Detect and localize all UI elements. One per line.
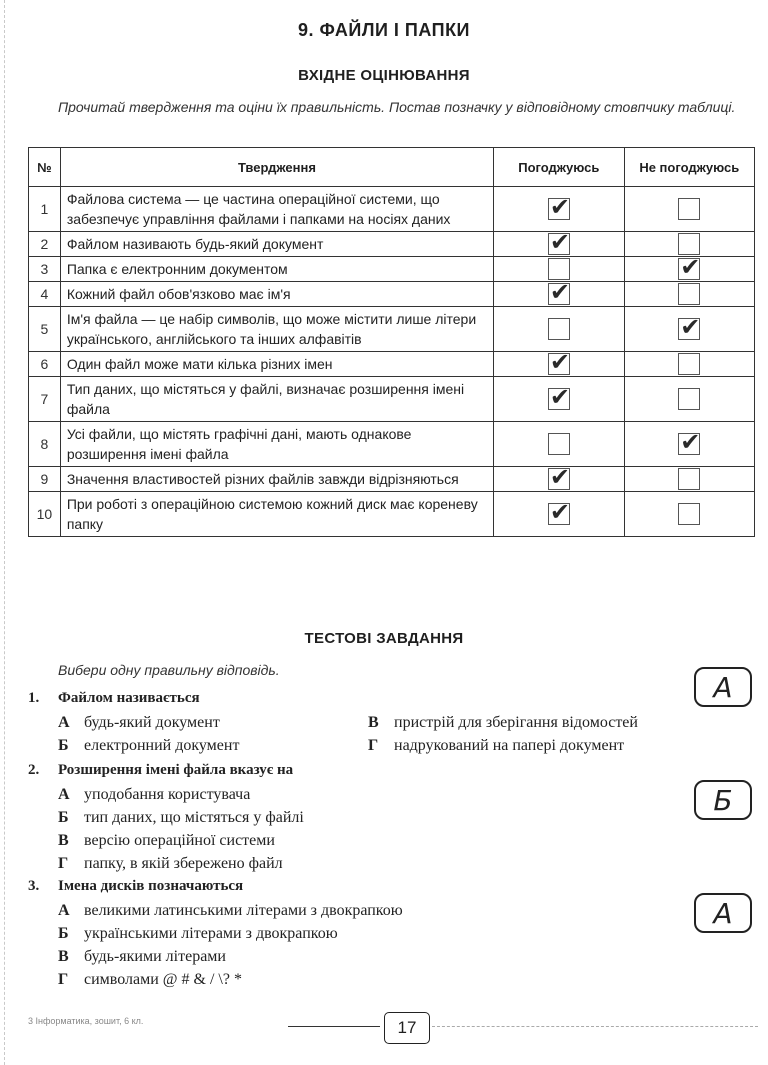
disagree-checkbox[interactable]: [678, 468, 700, 490]
row-number: 2: [29, 232, 61, 257]
agree-cell: [494, 492, 624, 537]
disagree-cell: [624, 307, 754, 352]
option-v[interactable]: В версію операційної системи: [58, 832, 275, 849]
column-header-disagree: Не погоджуюсь: [624, 148, 754, 187]
assessment-table: [28, 147, 755, 537]
agree-cell: [494, 377, 624, 422]
disagree-checkbox[interactable]: [678, 198, 700, 220]
question-text: Файлом називається: [58, 690, 200, 706]
table-row: [29, 352, 755, 377]
disagree-cell: [624, 282, 754, 307]
agree-checkbox[interactable]: [548, 388, 570, 410]
assessment-heading: ВХІДНЕ ОЦІНЮВАННЯ: [298, 67, 470, 84]
row-number: 4: [29, 282, 61, 307]
table-row: [29, 257, 755, 282]
table-header-row: [29, 148, 755, 187]
agree-checkbox[interactable]: [548, 468, 570, 490]
column-header-number: №: [29, 148, 61, 187]
agree-checkbox[interactable]: [548, 353, 570, 375]
footer-note: 3 Інформатика, зошит, 6 кл.: [28, 1016, 144, 1026]
page-edge-line: [4, 0, 5, 1065]
option-v[interactable]: В пристрій для зберігання відомостей: [368, 714, 638, 731]
option-g[interactable]: Г символами @ # & / \? *: [58, 971, 242, 988]
table-row: [29, 307, 755, 352]
statement-text: Файлом називають будь-який документ: [60, 232, 493, 257]
agree-cell: [494, 352, 624, 377]
disagree-cell: [624, 422, 754, 467]
option-b[interactable]: Б тип даних, що містяться у файлі: [58, 809, 304, 826]
agree-cell: [494, 307, 624, 352]
agree-checkbox[interactable]: [548, 318, 570, 340]
agree-checkbox[interactable]: [548, 198, 570, 220]
table-row: [29, 282, 755, 307]
answer-box-3[interactable]: А: [694, 893, 752, 933]
row-number: 1: [29, 187, 61, 232]
assessment-table-body: [29, 187, 755, 537]
disagree-checkbox[interactable]: [678, 283, 700, 305]
row-number: 10: [29, 492, 61, 537]
row-number: 6: [29, 352, 61, 377]
footer-divider-left: [288, 1026, 380, 1027]
agree-checkbox[interactable]: [548, 433, 570, 455]
agree-checkbox[interactable]: [548, 283, 570, 305]
row-number: 9: [29, 467, 61, 492]
table-row: [29, 232, 755, 257]
question-number: 2.: [28, 762, 40, 778]
agree-checkbox[interactable]: [548, 233, 570, 255]
table-row: [29, 187, 755, 232]
footer-divider-right: [432, 1026, 758, 1027]
page-number: 17: [384, 1012, 430, 1044]
statement-text: Файлова система — це частина операційної системи, що забезпечує управління файлами і папками на носіях даних: [60, 187, 493, 232]
disagree-checkbox[interactable]: [678, 353, 700, 375]
disagree-cell: [624, 257, 754, 282]
row-number: 5: [29, 307, 61, 352]
statement-text: Ім'я файла — це набір символів, що може містити лише літери українського, англійського та інших алфавітів: [60, 307, 493, 352]
disagree-cell: [624, 492, 754, 537]
question-text: Розширення імені файла вказує на: [58, 762, 294, 778]
option-v[interactable]: В будь-якими літерами: [58, 948, 226, 965]
disagree-checkbox[interactable]: [678, 318, 700, 340]
option-g[interactable]: Г надрукований на папері документ: [368, 737, 625, 754]
tests-heading: ТЕСТОВІ ЗАВДАННЯ: [304, 630, 464, 647]
question-2: [28, 762, 708, 874]
question-text: Імена дисків позначаються: [58, 878, 244, 894]
row-number: 8: [29, 422, 61, 467]
option-a[interactable]: А уподобання користувача: [58, 786, 251, 803]
agree-cell: [494, 422, 624, 467]
statement-text: Один файл може мати кілька різних імен: [60, 352, 493, 377]
page-title: 9. ФАЙЛИ І ПАПКИ: [298, 20, 470, 40]
disagree-cell: [624, 187, 754, 232]
disagree-checkbox[interactable]: [678, 258, 700, 280]
statement-text: Значення властивостей різних файлів завжди відрізняються: [60, 467, 493, 492]
statement-text: При роботі з операційною системою кожний диск має кореневу папку: [60, 492, 493, 537]
question-number: 1.: [28, 690, 40, 706]
answer-box-2[interactable]: Б: [694, 780, 752, 820]
table-row: [29, 422, 755, 467]
answer-box-1[interactable]: А: [694, 667, 752, 707]
statement-text: Папка є електронним документом: [60, 257, 493, 282]
tests-instructions: Вибери одну правильну відповідь.: [58, 662, 280, 678]
agree-cell: [494, 187, 624, 232]
option-g[interactable]: Г папку, в якій збережено файл: [58, 855, 283, 872]
question-number: 3.: [28, 878, 40, 894]
row-number: 7: [29, 377, 61, 422]
agree-cell: [494, 467, 624, 492]
disagree-cell: [624, 377, 754, 422]
option-a[interactable]: А будь-який документ: [58, 714, 220, 731]
option-b[interactable]: Б українськими літерами з двокрапкою: [58, 925, 338, 942]
table-row: [29, 377, 755, 422]
statement-text: Тип даних, що містяться у файлі, визначає розширення імені файла: [60, 377, 493, 422]
question-1: [28, 690, 708, 756]
statement-text: Усі файли, що містять графічні дані, мають однакове розширення імені файла: [60, 422, 493, 467]
column-header-agree: Погоджуюсь: [494, 148, 624, 187]
disagree-checkbox[interactable]: [678, 388, 700, 410]
table-row: [29, 467, 755, 492]
disagree-checkbox[interactable]: [678, 503, 700, 525]
column-header-statement: Твердження: [60, 148, 493, 187]
option-a[interactable]: А великими латинськими літерами з двокрапкою: [58, 902, 403, 919]
agree-cell: [494, 282, 624, 307]
disagree-cell: [624, 467, 754, 492]
assessment-instructions: Прочитай твердження та оціни їх правильність. Постав позначку у відповідному стовпчику таблиці.: [58, 99, 736, 115]
table-row: [29, 492, 755, 537]
statement-text: Кожний файл обов'язково має ім'я: [60, 282, 493, 307]
agree-checkbox[interactable]: [548, 503, 570, 525]
disagree-checkbox[interactable]: [678, 433, 700, 455]
question-3: [28, 878, 708, 990]
option-b[interactable]: Б електронний документ: [58, 737, 240, 754]
row-number: 3: [29, 257, 61, 282]
agree-cell: [494, 232, 624, 257]
disagree-cell: [624, 352, 754, 377]
